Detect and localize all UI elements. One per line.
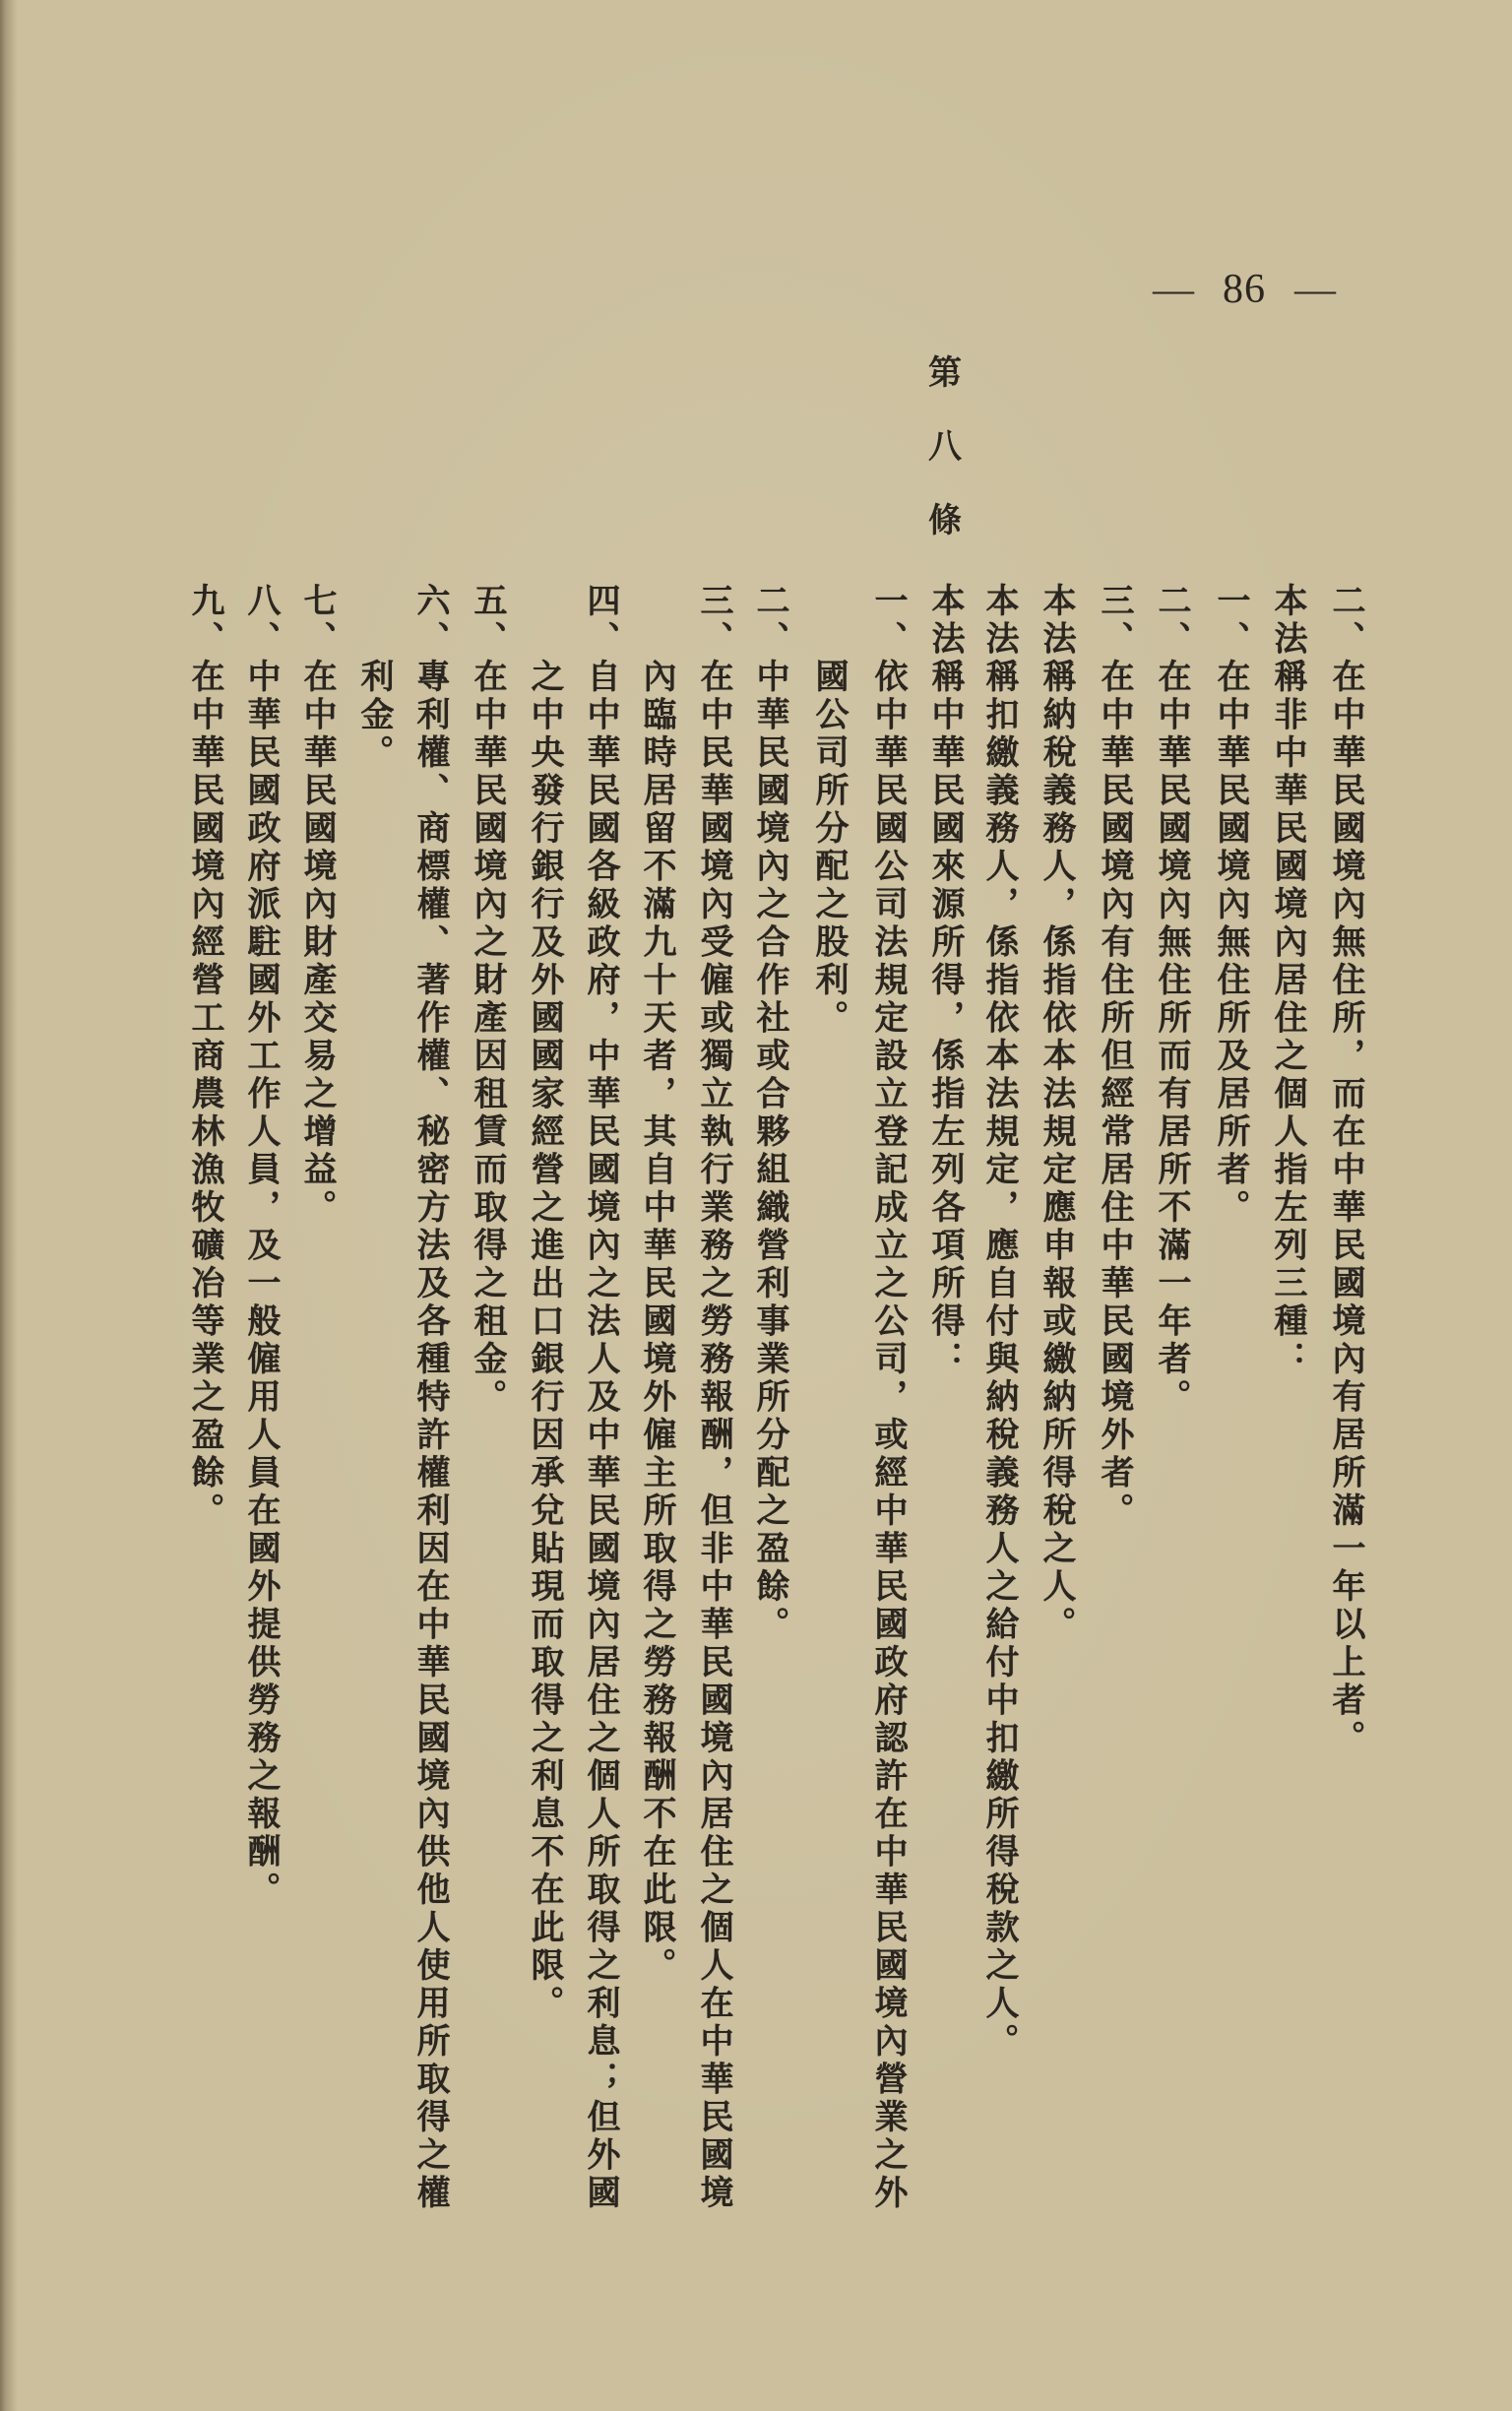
article-8-item-7: 七、在中華民國境內財產交易之增益。	[297, 583, 337, 1228]
page-number-left-dash: —	[1153, 267, 1194, 311]
non-resident-intro: 本法稱非中華民國境內居住之個人指左列三種：	[1268, 583, 1307, 1379]
article-8-item-8: 八、中華民國政府派駐國外工作人員，及一般僱用人員在國外提供勞務之報酬。	[241, 583, 281, 1910]
article-8-item-4-line-1: 四、自中華民國各級政府，中華民國境內之法人及中華民國境內居住之個人所取得之利息；但外國	[581, 583, 620, 2213]
article-8-item-1-line-1: 一、依中華民國公司法規定設立登記成立之公司，或經中華民國政府認許在中華民國境內營業之外	[868, 583, 908, 2213]
page-number-value: 86	[1223, 267, 1266, 312]
non-resident-item-1: 一、在中華民國境內無住所及居所者。	[1211, 583, 1250, 1228]
continued-item-2: 二、在中華民國境內無住所，而在中華民國境內有居所滿一年以上者。	[1326, 583, 1365, 1758]
article-8-item-3-line-2: 內臨時居留不滿九十天者，其自中華民國境外僱主所取得之勞務報酬不在此限。	[637, 659, 676, 1986]
non-resident-item-3: 三、在中華民國境內有住所但經常居住中華民國境外者。	[1095, 583, 1134, 1531]
article-8-item-3-line-1: 三、在中民華國境內受僱或獨立執行業務之勞務報酬，但非中華民國境內居住之個人在中華民國境	[694, 583, 733, 2213]
withholding-agent-definition: 本法稱扣繳義務人，係指依本法規定，應自付與納稅義務人之給付中扣繳所得稅款之人。	[979, 583, 1019, 2062]
non-resident-item-2: 二、在中華民國境內無住所而有居所不滿一年者。	[1152, 583, 1191, 1417]
article-8-item-1-line-2: 國公司所分配之股利。	[809, 659, 849, 1038]
article-heading-char-3: 條	[928, 501, 962, 540]
article-8-item-4-line-2: 之中央發行銀行及外國國家經營之進出口銀行因承兌貼現而取得之利息不在此限。	[525, 659, 564, 2023]
article-heading-char-2: 八	[928, 427, 962, 467]
article-8-item-6-line-1: 六、專利權、商標權、著作權、秘密方法及各種特許權利因在中華民國境內供他人使用所取得之權	[410, 583, 450, 2213]
article-8-item-2: 二、中華民國境內之合作社或合夥組織營利事業所分配之盈餘。	[750, 583, 789, 1644]
article-heading-char-1: 第	[928, 353, 962, 393]
article-8-item-6-line-2: 利金。	[354, 659, 394, 773]
article-8-intro: 本法稱中華民國來源所得，係指左列各項所得：	[925, 583, 965, 1379]
article-8-item-9: 九、在中華民國境內經營工商農林漁牧礦冶等業之盈餘。	[185, 583, 224, 1531]
taxpayer-definition: 本法稱納稅義務人，係指依本法規定應申報或繳納所得稅之人。	[1037, 583, 1076, 1644]
article-8-item-5: 五、在中華民國境內之財產因租賃而取得之租金。	[468, 583, 507, 1417]
page-number-right-dash: —	[1294, 267, 1336, 311]
page-number	[1154, 264, 1335, 315]
